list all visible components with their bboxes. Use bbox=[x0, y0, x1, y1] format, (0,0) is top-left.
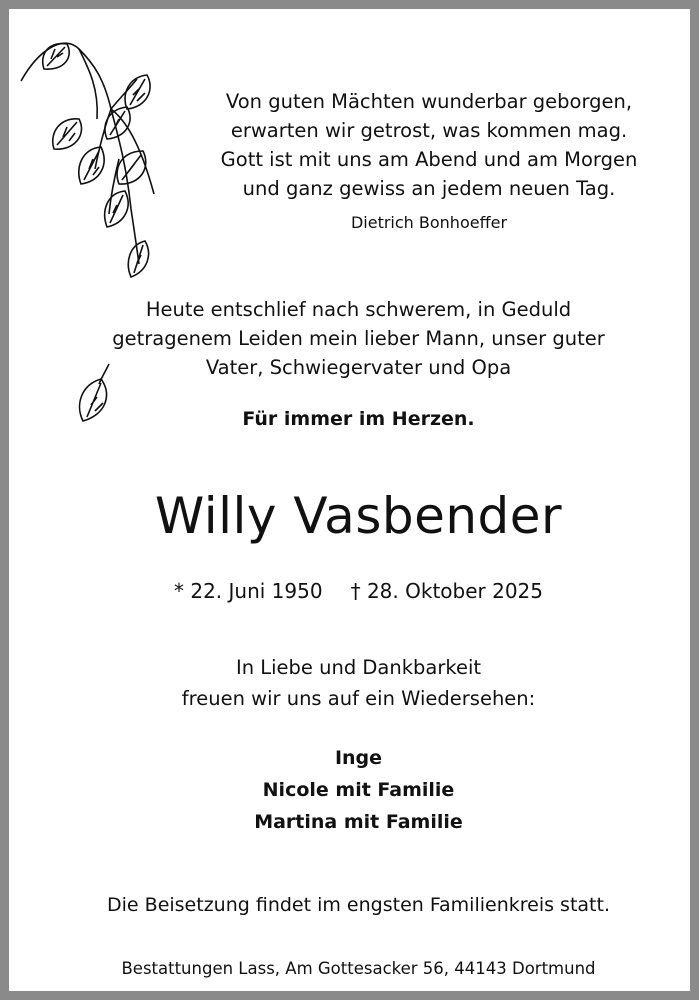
poem bbox=[169, 87, 689, 203]
life-dates bbox=[9, 579, 699, 603]
survivor-name: Nicole mit Familie bbox=[262, 779, 455, 801]
thanks-line: freuen wir uns auf ein Wiedersehen: bbox=[181, 687, 536, 710]
poem-line: erwarten wir getrost, was kommen mag. bbox=[230, 119, 628, 142]
birth-date: * 22. Juni 1950 bbox=[174, 579, 323, 603]
funeral-notice: Die Beisetzung findet im engsten Familienkreis statt. bbox=[107, 894, 610, 916]
survivors-list bbox=[9, 742, 699, 838]
motto: Für immer im Herzen. bbox=[242, 408, 475, 430]
poem-line: und ganz gewiss an jedem neuen Tag. bbox=[242, 177, 616, 200]
poem-line: Gott ist mit uns am Abend und am Morgen bbox=[220, 148, 638, 171]
survivor-name: Inge bbox=[334, 747, 383, 769]
intro-line: getragenem Leiden mein lieber Mann, unser guter bbox=[112, 327, 605, 350]
death-date: † 28. Oktober 2025 bbox=[350, 579, 543, 603]
intro-line: Heute entschlief nach schwerem, in Geduld bbox=[145, 298, 572, 321]
deceased-name: Willy Vasbender bbox=[154, 487, 563, 545]
undertaker-address: Bestattungen Lass, Am Gottesacker 56, 44143 Dortmund bbox=[121, 959, 596, 978]
thanks-line: In Liebe und Dankbarkeit bbox=[235, 656, 482, 679]
intro-line: Vater, Schwiegervater und Opa bbox=[205, 356, 512, 379]
survivor-name: Martina mit Familie bbox=[254, 811, 463, 833]
poem-author: Dietrich Bonhoeffer bbox=[350, 213, 508, 232]
thanks-text bbox=[9, 652, 699, 714]
intro-text bbox=[9, 295, 699, 382]
poem-line: Von guten Mächten wunderbar geborgen, bbox=[225, 90, 633, 113]
